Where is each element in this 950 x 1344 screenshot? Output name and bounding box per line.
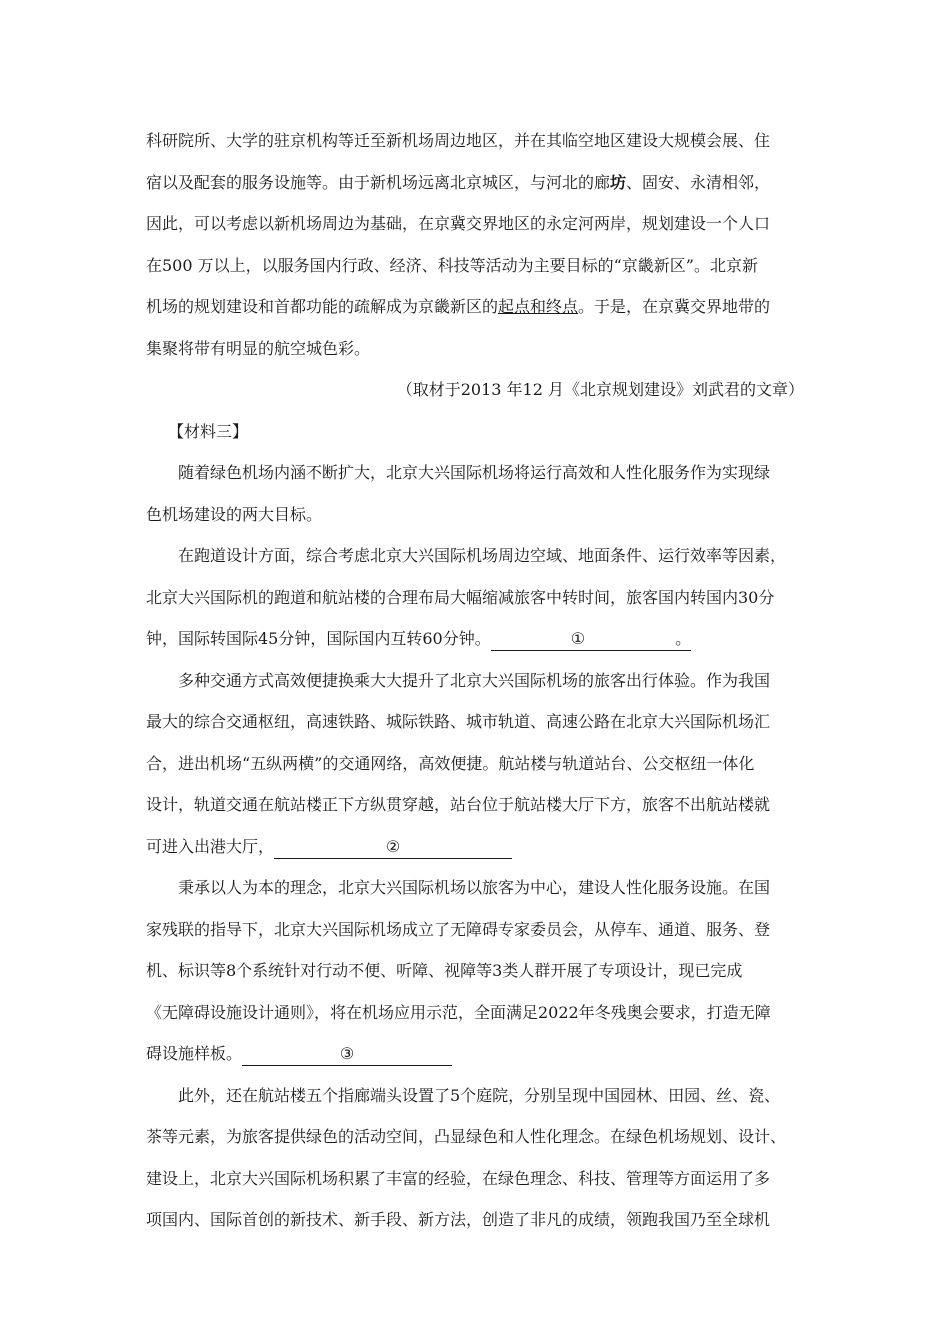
- paragraph3-line3: [146, 618, 812, 660]
- paragraph6-line1: 此外，还在航站楼五个指廊端头设置了5个庭院，分别呈现中国园林、田园、丝、瓷、: [178, 1085, 781, 1105]
- paragraph5-line1: 秉承以人为本的理念，北京大兴国际机场以旅客为中心，建设人性化服务设施。在国: [178, 878, 771, 897]
- paragraph2-line1: 随着绿色机场内涵不断扩大，北京大兴国际机场将运行高效和人性化服务作为实现绿: [178, 463, 771, 482]
- paragraph5-line5: [146, 1033, 812, 1075]
- paragraph5-line3: 机、标识等8个系统针对行动不便、听障、视障等3类人群开展了专项设计，现已完成: [146, 961, 743, 980]
- paragraph4-line1: 多种交通方式高效便捷换乘大大提升了北京大兴国际机场的旅客出行体验。作为我国: [178, 670, 771, 690]
- paragraph5-line4: 《无障碍设施设计通则》，将在机场应用示范，全面满足2022年冬残奥会要求，打造无障: [146, 1002, 771, 1022]
- citation: （取材于2013 年12 月《北京规划建设》刘武君的文章）: [396, 380, 804, 399]
- paragraph3-line1: 在跑道设计方面，综合考虑北京大兴国际机场周边空域、地面条件、运行效率等因素，: [178, 546, 787, 565]
- paragraph4-line2: 最大的综合交通枢纽，高速铁路、城际铁路、城市轨道、高速公路在北京大兴国际机场汇: [146, 712, 771, 731]
- paragraph1-line3: 因此，可以考虑以新机场周边为基础，在京冀交界地区的永定河两岸，规划建设一个人口: [146, 214, 771, 233]
- text-run: 宿以及配套的服务设施等。由于新机场远离北京城区，与河北的廊: [146, 172, 611, 192]
- paragraph1-line5: [146, 286, 812, 328]
- paragraph3-line2: 北京大兴国际机的跑道和航站楼的合理布局大幅缩减旅客中转时间，旅客国内转国内30分: [146, 587, 775, 607]
- paragraph4-line4: 设计，轨道交通在航站楼正下方纵贯穿越，站台位于航站楼大厅下方，旅客不出航站楼就: [146, 795, 771, 814]
- text-run: 、固安、永清相邻，: [626, 172, 771, 192]
- blank-marker: ①: [570, 629, 586, 648]
- paragraph6-line4: 项国内、国际首创的新技术、新手段、新方法，创造了非凡的成绩，领跑我国乃至全球机: [146, 1210, 771, 1229]
- paragraph4-line5: [146, 826, 812, 868]
- paragraph1-line1: 科研院所、大学的驻京机构等迁至新机场周边地区，并在其临空地区建设大规模会展、住: [146, 131, 771, 150]
- answer-blank-2: ②: [274, 836, 512, 859]
- underlined-phrase: 起点和终点: [498, 297, 579, 316]
- document-page: [146, 120, 812, 1241]
- answer-blank-1: [491, 628, 691, 651]
- paragraph1-line6: 集聚将带有明显的航空城色彩。: [146, 338, 371, 358]
- paragraph2-line2: 色机场建设的两大目标。: [146, 504, 323, 524]
- paragraph5-line2: 家残联的指导下，北京大兴国际机场成立了无障碍专家委员会，从停车、通道、服务、登: [146, 919, 771, 939]
- text-run: 。于是，在京冀交界地带的: [578, 297, 771, 316]
- section-heading: 【材料三】: [168, 421, 249, 441]
- answer-blank-3: ③: [242, 1043, 452, 1066]
- text-run: 可进入出港大厅，: [146, 836, 275, 856]
- text-run: 碍设施样板。: [146, 1044, 243, 1063]
- paragraph1-line4: 在500 万以上，以服务国内行政、经济、科技等活动为主要目标的“京畿新区”。北京新: [146, 255, 758, 275]
- text-run: 机场的规划建设和首都功能的疏解成为京畿新区的: [146, 297, 499, 316]
- paragraph4-line3: 合，进出机场“五纵两横”的交通网络，高效便捷。航站楼与轨道站台、公交枢纽一体化: [146, 753, 755, 773]
- bold-character: 坊: [610, 172, 627, 192]
- blank-end: 。: [675, 629, 692, 648]
- paragraph6-line3: 建设上，北京大兴国际机场积累了丰富的经验，在绿色理念、科技、管理等方面运用了多: [146, 1168, 771, 1188]
- paragraph6-line2: 茶等元素，为旅客提供绿色的活动空间，凸显绿色和人性化理念。在绿色机场规划、设计、: [146, 1127, 787, 1146]
- paragraph1-line2: [146, 162, 812, 204]
- text-run: 钟，国际转国际45分钟，国际国内互转60分钟。: [146, 629, 491, 648]
